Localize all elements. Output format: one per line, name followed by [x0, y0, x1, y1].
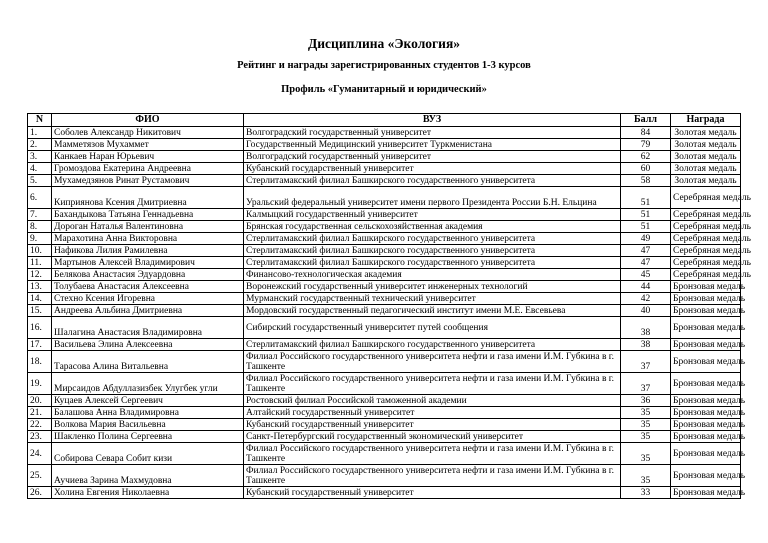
score-cell: 84	[621, 127, 671, 139]
award-cell: Бронзовая медаль	[671, 305, 741, 317]
column-header-n: N	[28, 114, 52, 127]
student-name-cell: Мамметязов Мухаммет	[52, 139, 244, 151]
university-cell: Мордовский государственный педагогический институт имени М.Е. Евсевьева	[244, 305, 621, 317]
student-name-cell: Соболев Александр Никитович	[52, 127, 244, 139]
university-cell: Финансово-технологическая академия	[244, 269, 621, 281]
score-cell: 45	[621, 269, 671, 281]
score-cell: 42	[621, 293, 671, 305]
row-number-cell: 10.	[28, 245, 52, 257]
score-cell: 36	[621, 395, 671, 407]
table-row	[28, 293, 741, 305]
student-name-cell: Аучиева Зарина Махмудовна	[52, 465, 244, 487]
student-name-cell: Собирова Севара Собит кизи	[52, 443, 244, 465]
row-number-cell: 11.	[28, 257, 52, 269]
table-row	[28, 407, 741, 419]
row-number-cell: 12.	[28, 269, 52, 281]
score-cell: 51	[621, 187, 671, 209]
student-name-cell: Бахандыкова Татьяна Геннадьевна	[52, 209, 244, 221]
table-row	[28, 187, 741, 209]
table-row	[28, 443, 741, 465]
student-name-cell: Балашова Анна Владимировна	[52, 407, 244, 419]
university-cell: Калмыцкий государственный университет	[244, 209, 621, 221]
row-number-cell: 13.	[28, 281, 52, 293]
score-cell: 38	[621, 317, 671, 339]
university-cell: Воронежский государственный университет инженерных технологий	[244, 281, 621, 293]
table-row	[28, 209, 741, 221]
student-name-cell: Куцаев Алексей Сергеевич	[52, 395, 244, 407]
row-number-cell: 8.	[28, 221, 52, 233]
table-body	[28, 127, 751, 499]
student-name-cell: Шалагина Анастасия Владимировна	[52, 317, 244, 339]
table-row	[28, 175, 741, 187]
row-number-cell: 25.	[28, 465, 52, 487]
award-cell: Бронзовая медаль	[671, 407, 741, 419]
award-cell: Бронзовая медаль	[671, 487, 741, 499]
award-cell: Бронзовая медаль	[671, 443, 741, 465]
row-number-cell: 18.	[28, 351, 52, 373]
table-row	[28, 233, 741, 245]
award-cell: Серебряная медаль	[671, 221, 741, 233]
row-number-cell: 7.	[28, 209, 52, 221]
column-header-score: Балл	[621, 114, 671, 127]
row-number-cell: 21.	[28, 407, 52, 419]
award-cell: Бронзовая медаль	[671, 281, 741, 293]
university-cell: Волгоградский государственный университет	[244, 127, 621, 139]
university-cell: Волгоградский государственный университет	[244, 151, 621, 163]
student-name-cell: Толубаева Анастасия Алексеевна	[52, 281, 244, 293]
row-number-cell: 26.	[28, 487, 52, 499]
student-name-cell: Канкаев Наран Юрьевич	[52, 151, 244, 163]
university-cell: Государственный Медицинский университет Туркменистана	[244, 139, 621, 151]
table-row	[28, 257, 741, 269]
student-name-cell: Холина Евгения Николаевна	[52, 487, 244, 499]
university-cell: Филиал Российского государственного университета нефти и газа имени И.М. Губкина в г. Ташкенте	[244, 465, 621, 487]
student-name-cell: Стехно Ксения Игоревна	[52, 293, 244, 305]
table-header-row	[28, 114, 741, 127]
score-cell: 49	[621, 233, 671, 245]
score-cell: 35	[621, 465, 671, 487]
student-name-cell: Нафикова Лилия Рамилевна	[52, 245, 244, 257]
score-cell: 35	[621, 443, 671, 465]
row-number-cell: 9.	[28, 233, 52, 245]
score-cell: 62	[621, 151, 671, 163]
row-number-cell: 20.	[28, 395, 52, 407]
score-cell: 47	[621, 245, 671, 257]
university-cell: Кубанский государственный университет	[244, 419, 621, 431]
row-number-cell: 4.	[28, 163, 52, 175]
row-number-cell: 5.	[28, 175, 52, 187]
student-name-cell: Громоздова Екатерина Андреевна	[52, 163, 244, 175]
university-cell: Кубанский государственный университет	[244, 163, 621, 175]
column-header-fio: ФИО	[52, 114, 244, 127]
award-cell: Серебряная медаль	[671, 245, 741, 257]
student-name-cell: Андреева Альбина Дмитриевна	[52, 305, 244, 317]
row-number-cell: 15.	[28, 305, 52, 317]
row-number-cell: 19.	[28, 373, 52, 395]
table-row	[28, 351, 741, 373]
university-cell: Сибирский государственный университет путей сообщения	[244, 317, 621, 339]
award-cell: Золотая медаль	[671, 127, 741, 139]
award-cell: Бронзовая медаль	[671, 317, 741, 339]
award-cell: Серебряная медаль	[671, 233, 741, 245]
award-cell: Золотая медаль	[671, 151, 741, 163]
student-name-cell: Белякова Анастасия Эдуардовна	[52, 269, 244, 281]
score-cell: 37	[621, 373, 671, 395]
award-cell: Серебряная медаль	[671, 187, 741, 209]
row-number-cell: 6.	[28, 187, 52, 209]
score-cell: 37	[621, 351, 671, 373]
document-subtitle: Рейтинг и награды зарегистрированных студентов 1-3 курсов	[237, 60, 531, 71]
university-cell: Стерлитамакский филиал Башкирского государственного университета	[244, 175, 621, 187]
award-cell: Бронзовая медаль	[671, 351, 741, 373]
award-cell: Бронзовая медаль	[671, 419, 741, 431]
table-row	[28, 419, 741, 431]
university-cell: Филиал Российского государственного университета нефти и газа имени И.М. Губкина в г. Ташкенте	[244, 373, 621, 395]
student-name-cell: Мухамедзянов Ринат Рустамович	[52, 175, 244, 187]
score-cell: 40	[621, 305, 671, 317]
student-name-cell: Дороган Наталья Валентиновна	[52, 221, 244, 233]
university-cell: Стерлитамакский филиал Башкирского государственного университета	[244, 245, 621, 257]
row-number-cell: 16.	[28, 317, 52, 339]
score-cell: 51	[621, 221, 671, 233]
award-cell: Серебряная медаль	[671, 257, 741, 269]
student-name-cell: Тарасова Алина Витальевна	[52, 351, 244, 373]
award-cell: Бронзовая медаль	[671, 373, 741, 395]
row-number-cell: 2.	[28, 139, 52, 151]
university-cell: Уральский федеральный университет имени первого Президента России Б.Н. Ельцина	[244, 187, 621, 209]
score-cell: 58	[621, 175, 671, 187]
university-cell: Санкт-Петербургский государственный экономический университет	[244, 431, 621, 443]
row-number-cell: 24.	[28, 443, 52, 465]
column-header-award: Награда	[671, 114, 741, 127]
student-name-cell: Васильева Элина Алексеевна	[52, 339, 244, 351]
table-row	[28, 245, 741, 257]
row-number-cell: 1.	[28, 127, 52, 139]
award-cell: Золотая медаль	[671, 175, 741, 187]
student-name-cell: Мирсаидов Абдуллазизбек Улугбек угли	[52, 373, 244, 395]
award-cell: Бронзовая медаль	[671, 465, 741, 487]
table-row	[28, 281, 741, 293]
table-row	[28, 163, 741, 175]
table-row	[28, 221, 741, 233]
student-name-cell: Марахотина Анна Викторовна	[52, 233, 244, 245]
award-cell: Серебряная медаль	[671, 269, 741, 281]
university-cell: Стерлитамакский филиал Башкирского государственного университета	[244, 257, 621, 269]
score-cell: 35	[621, 419, 671, 431]
university-cell: Ростовский филиал Российской таможенной академии	[244, 395, 621, 407]
award-cell: Бронзовая медаль	[671, 339, 741, 351]
table-row	[28, 465, 741, 487]
table-row	[28, 431, 741, 443]
score-cell: 47	[621, 257, 671, 269]
document-title: Дисциплина «Экология»	[307, 36, 460, 51]
row-number-cell: 23.	[28, 431, 52, 443]
award-cell: Бронзовая медаль	[671, 395, 741, 407]
award-cell: Бронзовая медаль	[671, 431, 741, 443]
score-cell: 38	[621, 339, 671, 351]
score-cell: 35	[621, 407, 671, 419]
score-cell: 60	[621, 163, 671, 175]
score-cell: 51	[621, 209, 671, 221]
university-cell: Мурманский государственный технический университет	[244, 293, 621, 305]
row-number-cell: 14.	[28, 293, 52, 305]
profile-heading: Профиль «Гуманитарный и юридический»	[281, 84, 487, 95]
university-cell: Стерлитамакский филиал Башкирского государственного университета	[244, 233, 621, 245]
table-row	[28, 127, 741, 139]
score-cell: 44	[621, 281, 671, 293]
table-row	[28, 317, 741, 339]
column-header-vuz: ВУЗ	[244, 114, 621, 127]
table-row	[28, 151, 741, 163]
award-cell: Золотая медаль	[671, 139, 741, 151]
student-name-cell: Волкова Мария Васильевна	[52, 419, 244, 431]
award-cell: Серебряная медаль	[671, 209, 741, 221]
student-name-cell: Мартынов Алексей Владимирович	[52, 257, 244, 269]
university-cell: Алтайский государственный университет	[244, 407, 621, 419]
row-number-cell: 17.	[28, 339, 52, 351]
table-row	[28, 269, 741, 281]
table-row	[28, 395, 741, 407]
university-cell: Кубанский государственный университет	[244, 487, 621, 499]
score-cell: 79	[621, 139, 671, 151]
score-cell: 35	[621, 431, 671, 443]
table-row	[28, 339, 741, 351]
university-cell: Филиал Российского государственного университета нефти и газа имени И.М. Губкина в г. Ташкенте	[244, 351, 621, 373]
score-cell: 33	[621, 487, 671, 499]
table-row	[28, 373, 741, 395]
row-number-cell: 3.	[28, 151, 52, 163]
student-name-cell: Шакленко Полина Сергеевна	[52, 431, 244, 443]
student-name-cell: Киприянова Ксения Дмитриевна	[52, 187, 244, 209]
university-cell: Филиал Российского государственного университета нефти и газа имени И.М. Губкина в г. Ташкенте	[244, 443, 621, 465]
ranking-table	[27, 113, 751, 499]
award-cell: Бронзовая медаль	[671, 293, 741, 305]
table-row	[28, 487, 741, 499]
table-row	[28, 139, 741, 151]
award-cell: Золотая медаль	[671, 163, 741, 175]
university-cell: Брянская государственная сельскохозяйственная академия	[244, 221, 621, 233]
row-number-cell: 22.	[28, 419, 52, 431]
table-row	[28, 305, 741, 317]
university-cell: Стерлитамакский филиал Башкирского государственного университета	[244, 339, 621, 351]
